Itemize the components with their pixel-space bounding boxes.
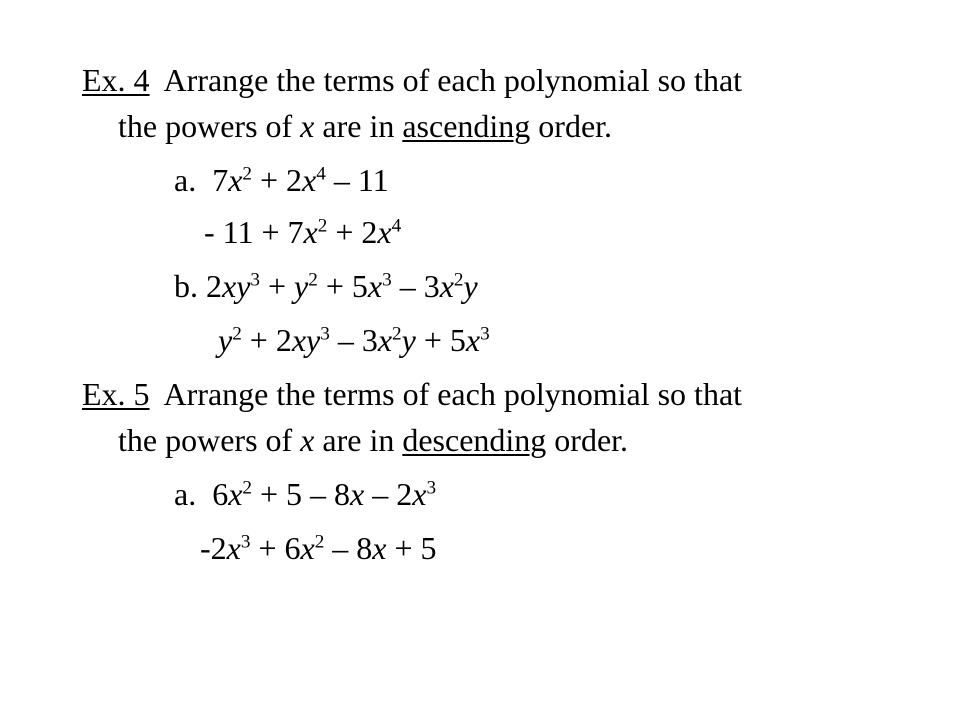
ex5-prompt-part: order. (546, 422, 629, 458)
ex5-label: Ex. 5 (82, 376, 150, 412)
ex5-a-answer: $-2x^3 + 6x^2 - 8x + 5$ (200, 530, 437, 566)
ex4-prompt-line1 (82, 60, 742, 100)
item-label: a. (174, 476, 197, 512)
item-label: b. (174, 268, 198, 304)
ex4-b-original: b. $2xy^3 + y^2 + 5x^3 - 3x^2y$ (174, 268, 478, 304)
ex5-prompt-part: the powers of (118, 422, 301, 458)
ex5-prompt-text: Arrange the terms of each polynomial so that (163, 376, 743, 412)
ex4-a-original: a. $7x^2 + 2x^4 - 11$ (174, 162, 389, 198)
ex4-b-answer: $y^2 + 2xy^3 - 3x^2y + 5x^3$ (218, 322, 490, 358)
ex5-order-word: descending (402, 422, 547, 458)
ex4-prompt-line2 (118, 106, 612, 146)
item-label: a. (174, 162, 197, 198)
ex4-var: x (300, 108, 315, 144)
ex4-prompt-part: order. (530, 108, 613, 144)
ex5-prompt-line1 (82, 374, 742, 414)
ex5-prompt-line2 (118, 420, 628, 460)
ex5-a-original: a. $6x^2 + 5 - 8x - 2x^3$ (174, 476, 437, 512)
ex4-label: Ex. 4 (82, 62, 150, 98)
ex4-prompt-text: Arrange the terms of each polynomial so that (163, 62, 743, 98)
ex4-order-word: ascending (402, 108, 531, 144)
ex5-prompt-part: are in (314, 422, 403, 458)
ex5-var: x (300, 422, 315, 458)
ex4-a-answer: - $11 + 7x^2 + 2x^4$ (204, 214, 402, 250)
ex4-prompt-part: are in (314, 108, 403, 144)
ex4-prompt-part: the powers of (118, 108, 301, 144)
